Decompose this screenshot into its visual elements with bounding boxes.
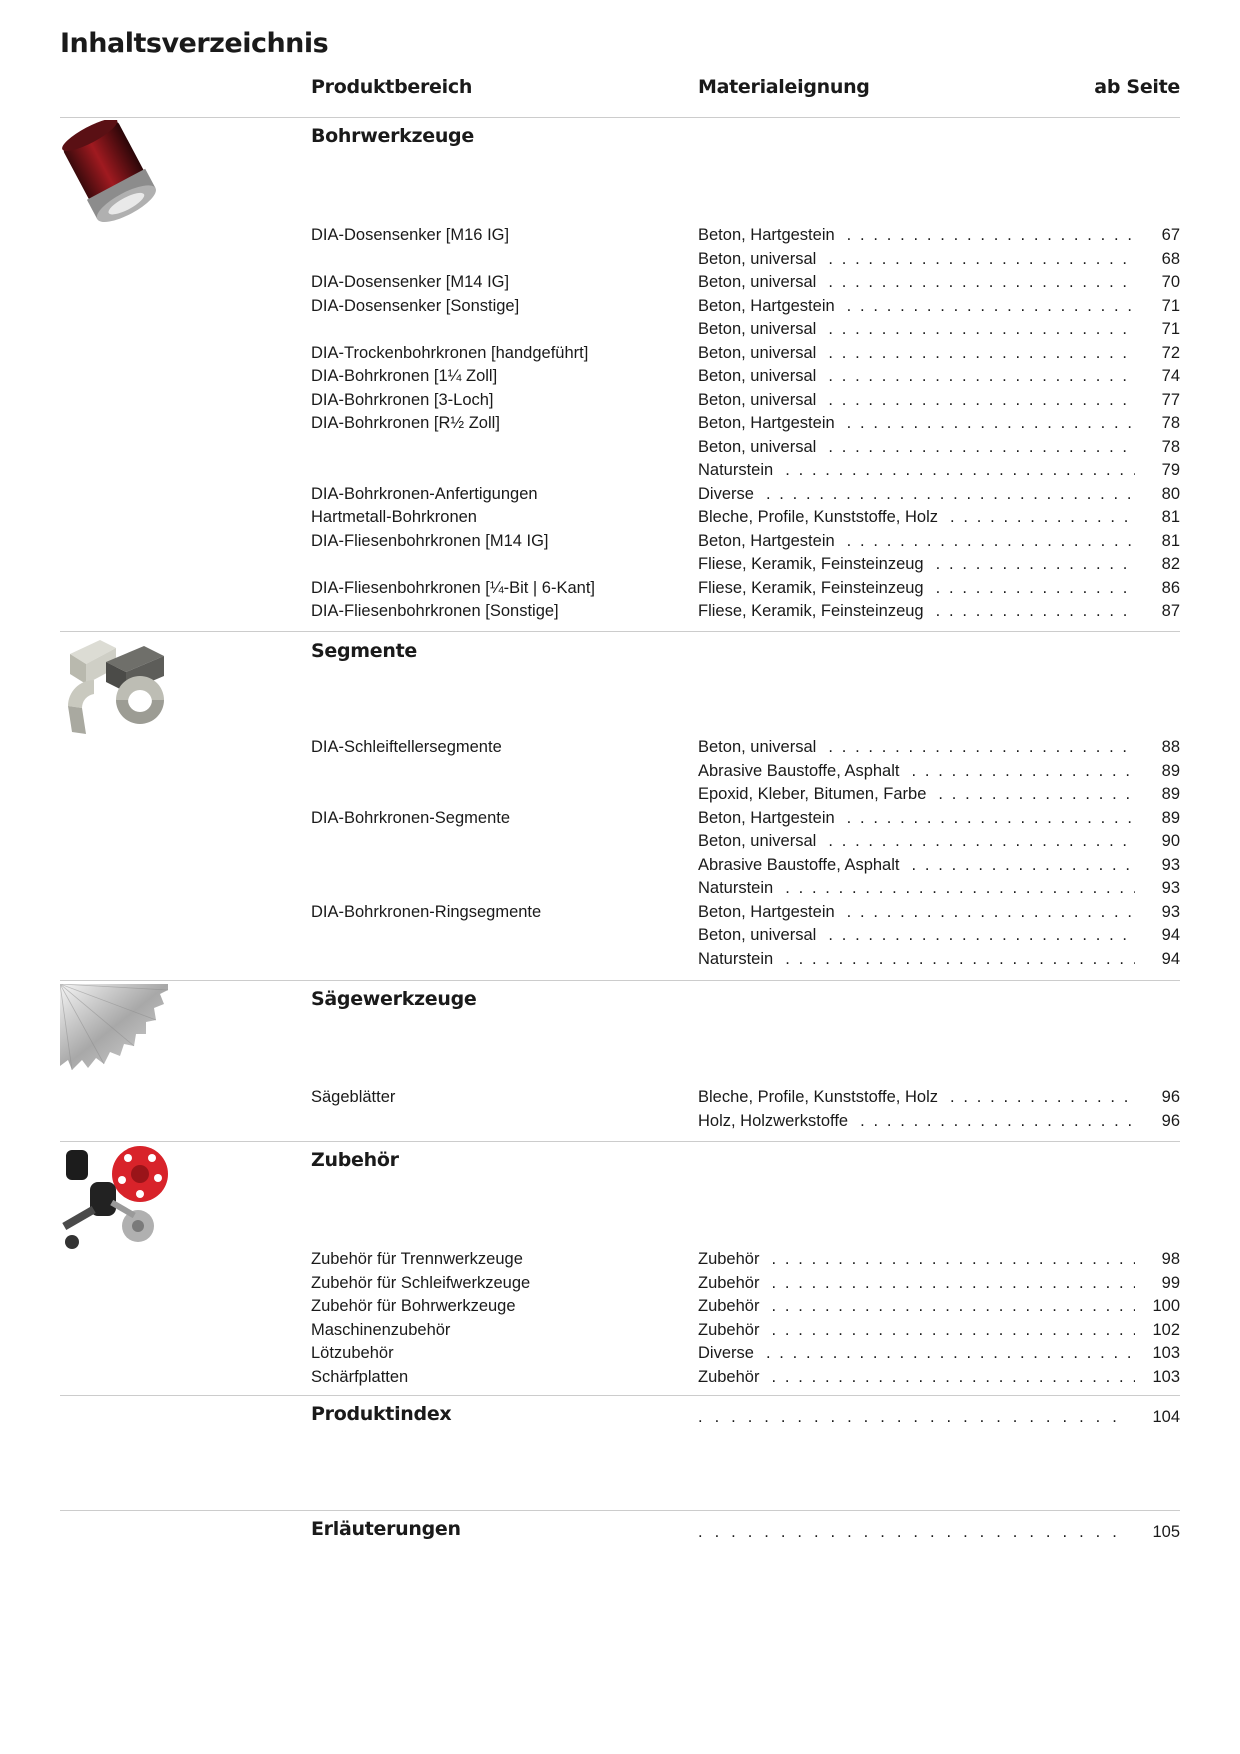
page-number: 96 xyxy=(1161,1111,1180,1130)
page-number: 98 xyxy=(1161,1250,1180,1268)
page-number: 102 xyxy=(1152,1320,1180,1339)
page-number: 90 xyxy=(1161,832,1180,850)
page-number: 78 xyxy=(1161,414,1180,432)
leader-dots xyxy=(766,483,1135,507)
divider xyxy=(60,1395,1180,1396)
product-name: DIA-Fliesenbohrkronen [¼-Bit | 6-Kant] xyxy=(311,578,595,597)
material: Fliese, Keramik, Feinsteinzeug xyxy=(698,555,924,573)
page-number: 79 xyxy=(1161,461,1180,479)
column-header-product: Produktbereich xyxy=(311,76,473,98)
page-number: 99 xyxy=(1161,1273,1180,1292)
product-name: DIA-Fliesenbohrkronen [M14 IG] xyxy=(311,531,549,550)
leader-dots xyxy=(847,412,1135,436)
leader-dots xyxy=(950,1086,1135,1110)
leader-dots xyxy=(860,1110,1135,1134)
page-number: 88 xyxy=(1161,738,1180,756)
leader-dots xyxy=(771,1319,1135,1343)
page-number: 89 xyxy=(1161,761,1180,780)
product-name: DIA-Dosensenker [M14 IG] xyxy=(311,273,510,291)
material: Beton, universal xyxy=(698,926,817,944)
divider xyxy=(60,117,1180,118)
page-number: 78 xyxy=(1161,437,1180,456)
leader-dots xyxy=(828,248,1135,272)
product-name: DIA-Dosensenker [M16 IG] xyxy=(311,226,510,244)
leader-dots xyxy=(828,924,1135,948)
section-title-saegewerkzeuge: Sägewerkzeuge xyxy=(311,988,477,1010)
product-name: Zubehör für Trennwerkzeuge xyxy=(311,1250,523,1268)
section-title-zubehoer: Zubehör xyxy=(311,1149,399,1171)
leader-dots xyxy=(936,553,1135,577)
material: Beton, universal xyxy=(698,343,817,362)
leader-dots xyxy=(828,365,1135,389)
material: Beton, universal xyxy=(698,390,817,409)
material: Holz, Holzwerkstoffe xyxy=(698,1111,849,1130)
leader-dots xyxy=(771,1248,1135,1272)
leader-dots xyxy=(785,877,1135,901)
leader-dots xyxy=(828,830,1135,854)
material: Fliese, Keramik, Feinsteinzeug xyxy=(698,578,924,597)
product-name: Zubehör für Schleifwerkzeuge xyxy=(311,1273,531,1292)
product-name: Maschinenzubehör xyxy=(311,1320,451,1339)
divider xyxy=(60,1141,1180,1142)
page-number: 71 xyxy=(1161,296,1180,315)
page-number: 89 xyxy=(1161,785,1180,803)
material: Beton, Hartgestein xyxy=(698,531,835,550)
page-number: 93 xyxy=(1161,879,1180,897)
material: Zubehör xyxy=(698,1273,760,1292)
material: Beton, universal xyxy=(698,249,817,268)
leader-dots xyxy=(847,224,1135,248)
product-name: DIA-Bohrkronen-Ringsegmente xyxy=(311,902,542,921)
material: Fliese, Keramik, Feinsteinzeug xyxy=(698,602,924,620)
material: Naturstein xyxy=(698,879,774,897)
leader-dots xyxy=(936,577,1135,601)
material: Abrasive Baustoffe, Asphalt xyxy=(698,855,900,874)
leader-dots xyxy=(938,783,1135,807)
product-name: Zubehör für Bohrwerkzeuge xyxy=(311,1297,516,1315)
leader-dots xyxy=(936,600,1135,624)
material: Zubehör xyxy=(698,1250,760,1268)
page-number: 77 xyxy=(1161,390,1180,409)
divider xyxy=(60,980,1180,981)
product-name: DIA-Bohrkronen-Segmente xyxy=(311,808,511,827)
page-number: 93 xyxy=(1161,855,1180,874)
page-number: 74 xyxy=(1161,367,1180,385)
material: Beton, Hartgestein xyxy=(698,414,835,432)
product-name: Schärfplatten xyxy=(311,1367,409,1386)
material: Beton, universal xyxy=(698,738,817,756)
section-title-segmente: Segmente xyxy=(311,640,417,662)
material: Bleche, Profile, Kunststoffe, Holz xyxy=(698,1088,938,1106)
leader-dots xyxy=(847,530,1135,554)
section-title-produktindex: Produktindex xyxy=(311,1403,452,1425)
page-number-erlaeuterungen: 105 xyxy=(1152,1523,1180,1541)
page-number: 93 xyxy=(1161,902,1180,921)
leader-dots xyxy=(771,1366,1135,1390)
page-number: 103 xyxy=(1152,1344,1180,1362)
accessories-icon xyxy=(60,1144,168,1252)
material: Bleche, Profile, Kunststoffe, Holz xyxy=(698,508,938,526)
material: Naturstein xyxy=(698,949,774,968)
page-number: 70 xyxy=(1161,273,1180,291)
page-number: 82 xyxy=(1161,555,1180,573)
leader-dots xyxy=(950,506,1135,530)
leader-dots xyxy=(771,1272,1135,1296)
product-name: DIA-Dosensenker [Sonstige] xyxy=(311,296,520,315)
diamond-core-bit-icon xyxy=(60,120,168,228)
section-title-bohrwerkzeuge: Bohrwerkzeuge xyxy=(311,125,474,147)
leader-dots xyxy=(912,854,1136,878)
leader-dots xyxy=(847,295,1135,319)
diamond-segments-icon xyxy=(60,636,168,744)
material: Diverse xyxy=(698,1344,754,1362)
page-number-produktindex: 104 xyxy=(1152,1408,1180,1426)
page-number: 100 xyxy=(1152,1297,1180,1315)
material: Beton, universal xyxy=(698,437,817,456)
page-number: 87 xyxy=(1161,602,1180,620)
page-number: 80 xyxy=(1161,484,1180,503)
product-name: Hartmetall-Bohrkronen xyxy=(311,508,477,526)
leader-dots xyxy=(771,1295,1135,1319)
product-name: DIA-Bohrkronen [3-Loch] xyxy=(311,390,494,409)
leader-dots xyxy=(766,1342,1135,1366)
material: Beton, universal xyxy=(698,273,817,291)
leader-dots xyxy=(698,1521,1118,1545)
material: Beton, universal xyxy=(698,832,817,850)
product-name: DIA-Bohrkronen [1¼ Zoll] xyxy=(311,367,498,385)
page-number: 86 xyxy=(1161,578,1180,597)
leader-dots xyxy=(828,342,1135,366)
column-header-page: ab Seite xyxy=(1094,76,1180,98)
product-name: DIA-Trockenbohrkronen [handgeführt] xyxy=(311,343,589,362)
leader-dots xyxy=(828,318,1135,342)
product-name: Lötzubehör xyxy=(311,1344,394,1362)
divider xyxy=(60,1510,1180,1511)
page-number: 96 xyxy=(1161,1088,1180,1106)
page-number: 67 xyxy=(1161,226,1180,244)
leader-dots xyxy=(828,436,1135,460)
page-number: 71 xyxy=(1161,320,1180,338)
leader-dots xyxy=(847,807,1135,831)
column-header-material: Materialeignung xyxy=(698,76,870,98)
page-title: Inhaltsverzeichnis xyxy=(60,28,329,59)
product-name: DIA-Schleiftellersegmente xyxy=(311,738,502,756)
leader-dots xyxy=(785,459,1135,483)
page-number: 89 xyxy=(1161,808,1180,827)
product-name: DIA-Bohrkronen-Anfertigungen xyxy=(311,484,538,503)
leader-dots xyxy=(912,760,1136,784)
page-number: 103 xyxy=(1152,1367,1180,1386)
page-number: 94 xyxy=(1161,926,1180,944)
material: Beton, Hartgestein xyxy=(698,808,835,827)
material: Beton, Hartgestein xyxy=(698,902,835,921)
product-name: DIA-Fliesenbohrkronen [Sonstige] xyxy=(311,602,559,620)
material: Naturstein xyxy=(698,461,774,479)
material: Diverse xyxy=(698,484,754,503)
leader-dots xyxy=(828,736,1135,760)
page-number: 94 xyxy=(1161,949,1180,968)
product-name: Sägeblätter xyxy=(311,1088,396,1106)
page-number: 72 xyxy=(1161,343,1180,362)
divider xyxy=(60,631,1180,632)
leader-dots xyxy=(785,948,1135,972)
leader-dots xyxy=(847,901,1135,925)
saw-blade-icon xyxy=(60,984,168,1092)
page-number: 81 xyxy=(1161,508,1180,526)
material: Beton, universal xyxy=(698,367,817,385)
material: Zubehör xyxy=(698,1367,760,1386)
material: Abrasive Baustoffe, Asphalt xyxy=(698,761,900,780)
product-name: DIA-Bohrkronen [R½ Zoll] xyxy=(311,414,500,432)
leader-dots xyxy=(828,271,1135,295)
page-number: 68 xyxy=(1161,249,1180,268)
page-number: 81 xyxy=(1161,531,1180,550)
material: Zubehör xyxy=(698,1297,760,1315)
material: Beton, Hartgestein xyxy=(698,296,835,315)
material: Beton, universal xyxy=(698,320,817,338)
leader-dots xyxy=(698,1406,1118,1430)
material: Epoxid, Kleber, Bitumen, Farbe xyxy=(698,785,927,803)
material: Zubehör xyxy=(698,1320,760,1339)
material: Beton, Hartgestein xyxy=(698,226,835,244)
section-title-erlaeuterungen: Erläuterungen xyxy=(311,1518,461,1540)
leader-dots xyxy=(828,389,1135,413)
